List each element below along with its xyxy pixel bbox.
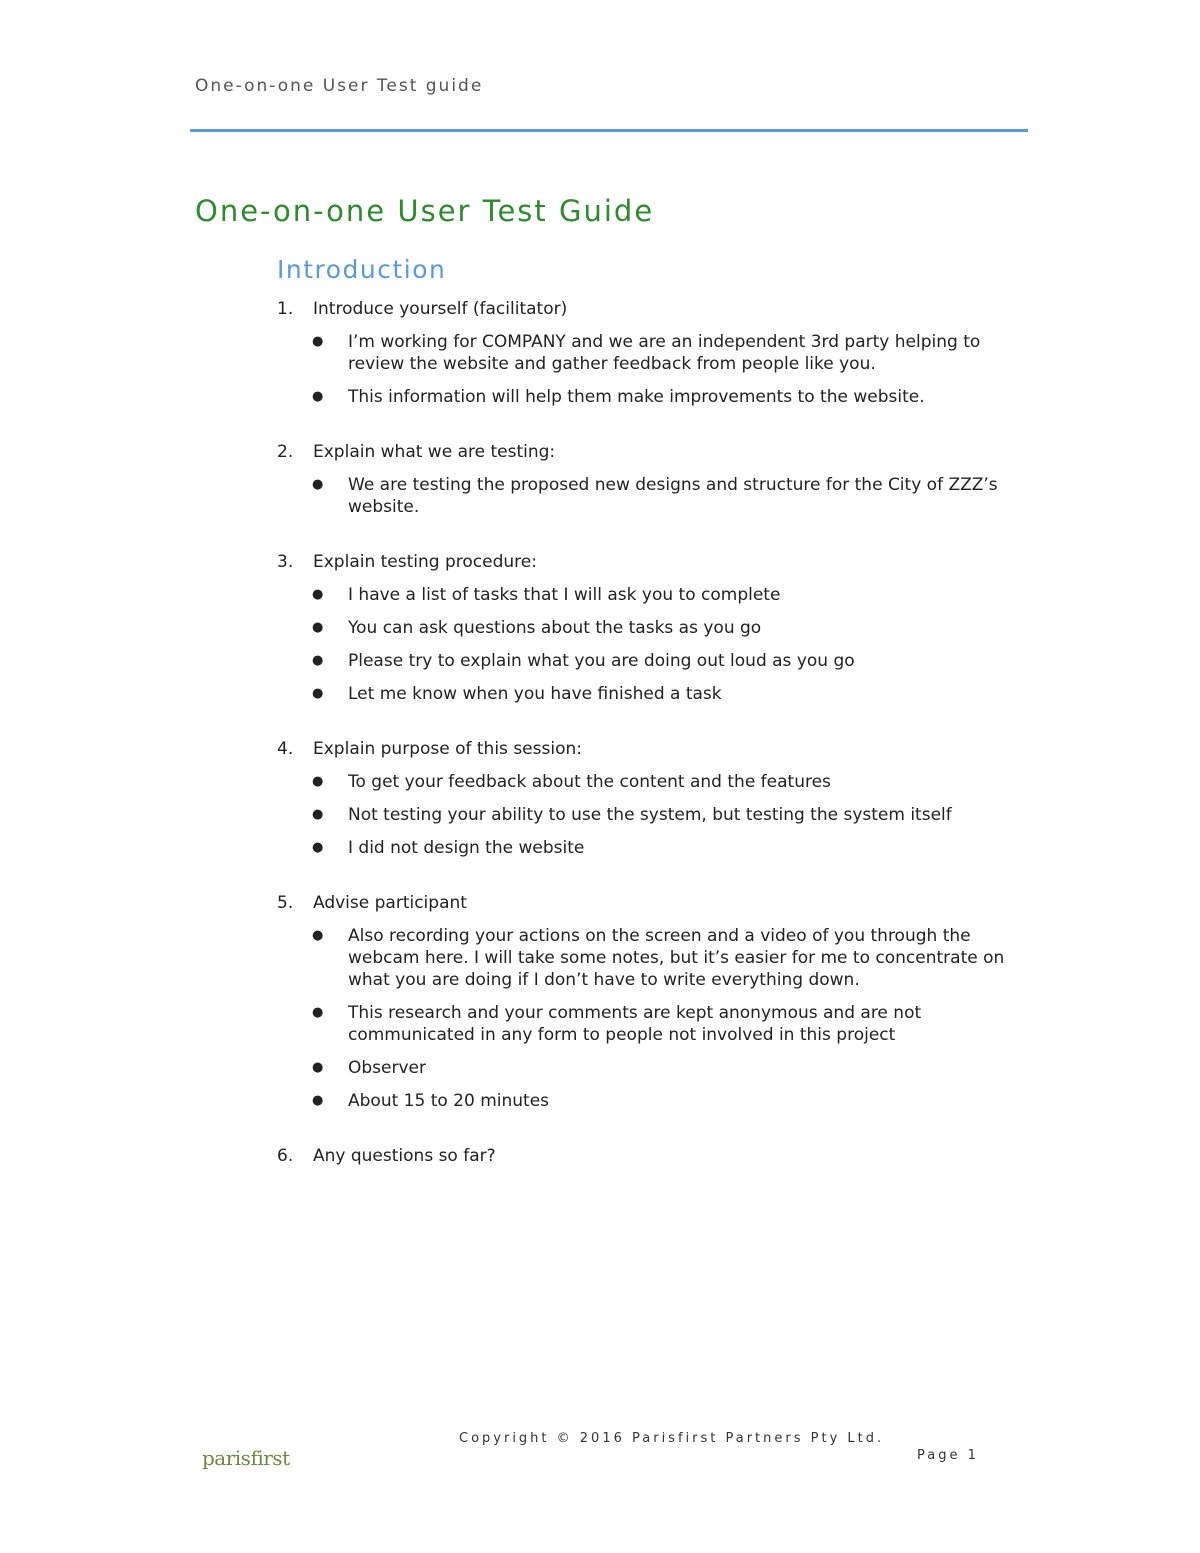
list-item-bullet [277, 1002, 1017, 1046]
list-item-step [277, 441, 1017, 518]
bullet-dot-icon: ● [312, 653, 324, 668]
list-item-bullet [277, 683, 1017, 705]
list-item-bullet [277, 925, 1017, 991]
list-item-bullet [277, 837, 1017, 859]
section-heading-introduction: Introduction [277, 255, 447, 284]
bullet-dot-icon: ● [312, 334, 324, 349]
bullet-text: I did not design the website [348, 838, 585, 858]
list-item-step [277, 551, 1017, 705]
step-number: 6. [277, 1146, 294, 1166]
step-text: Explain testing procedure: [313, 552, 537, 572]
bullet-list [277, 584, 1017, 705]
company-logo [202, 1446, 290, 1470]
bullet-dot-icon: ● [312, 686, 324, 701]
footer-copyright: Copyright © 2016 Parisfirst Partners Pty Ltd. [459, 1431, 885, 1446]
bullet-dot-icon: ● [312, 1005, 324, 1020]
step-text: Introduce yourself (facilitator) [313, 299, 568, 319]
step-text: Explain purpose of this session: [313, 739, 582, 759]
list-item-bullet [277, 617, 1017, 639]
bullet-dot-icon: ● [312, 840, 324, 855]
list-item-bullet [277, 804, 1017, 826]
bullet-dot-icon: ● [312, 1093, 324, 1108]
bullet-dot-icon: ● [312, 774, 324, 789]
bullet-text: I’m working for COMPANY and we are an independent 3rd party helping to review the website and gather feedback from people like you. [348, 332, 981, 374]
step-number: 4. [277, 739, 294, 759]
bullet-text: Not testing your ability to use the system, but testing the system itself [348, 805, 952, 825]
bullet-text: Let me know when you have finished a task [348, 684, 722, 704]
bullet-dot-icon: ● [312, 928, 324, 943]
bullet-text: This research and your comments are kept anonymous and are not communicated in any form to people not involved in this project [348, 1003, 922, 1045]
step-line [277, 441, 1017, 463]
bullet-list [277, 474, 1017, 518]
step-line [277, 1145, 1017, 1167]
list-item-step [277, 298, 1017, 408]
bullet-dot-icon: ● [312, 477, 324, 492]
list-item-bullet [277, 474, 1017, 518]
step-line [277, 551, 1017, 573]
bullet-dot-icon: ● [312, 620, 324, 635]
bullet-text: This information will help them make improvements to the website. [348, 387, 925, 407]
step-number: 5. [277, 893, 294, 913]
step-line [277, 738, 1017, 760]
bullet-list [277, 925, 1017, 1112]
step-number: 2. [277, 442, 294, 462]
bullet-text: Also recording your actions on the screen and a video of you through the webcam here. I will take some notes, but it’s easier for me to concentrate on what you are doing if I don’t have to write everything down. [348, 926, 1005, 990]
list-item-step [277, 738, 1017, 859]
step-text: Advise participant [313, 893, 467, 913]
bullet-text: Please try to explain what you are doing out loud as you go [348, 651, 855, 671]
step-text: Any questions so far? [313, 1146, 496, 1166]
document-title: One-on-one User Test Guide [195, 194, 655, 228]
list-item-bullet [277, 386, 1017, 408]
steps-list [277, 298, 1017, 1200]
running-header-title: One-on-one User Test guide [195, 76, 484, 96]
bullet-text: Observer [348, 1058, 426, 1078]
bullet-dot-icon: ● [312, 1060, 324, 1075]
list-item-bullet [277, 1057, 1017, 1079]
step-line [277, 892, 1017, 914]
step-line [277, 298, 1017, 320]
list-item-bullet [277, 1090, 1017, 1112]
bullet-text: We are testing the proposed new designs and structure for the City of ZZZ’s website. [348, 475, 998, 517]
header-divider [190, 129, 1028, 132]
bullet-text: I have a list of tasks that I will ask you to complete [348, 585, 781, 605]
bullet-list [277, 771, 1017, 859]
list-item-bullet [277, 331, 1017, 375]
step-number: 3. [277, 552, 294, 572]
list-item-step [277, 892, 1017, 1112]
bullet-list [277, 331, 1017, 408]
bullet-dot-icon: ● [312, 389, 324, 404]
list-item-step [277, 1145, 1017, 1167]
step-number: 1. [277, 299, 294, 319]
step-text: Explain what we are testing: [313, 442, 556, 462]
list-item-bullet [277, 650, 1017, 672]
bullet-text: About 15 to 20 minutes [348, 1091, 550, 1111]
logo-text: parisfirst [202, 1446, 290, 1470]
bullet-dot-icon: ● [312, 587, 324, 602]
bullet-dot-icon: ● [312, 807, 324, 822]
bullet-text: You can ask questions about the tasks as you go [348, 618, 762, 638]
list-item-bullet [277, 584, 1017, 606]
page-number: Page 1 [917, 1448, 979, 1463]
bullet-text: To get your feedback about the content and the features [348, 772, 831, 792]
list-item-bullet [277, 771, 1017, 793]
